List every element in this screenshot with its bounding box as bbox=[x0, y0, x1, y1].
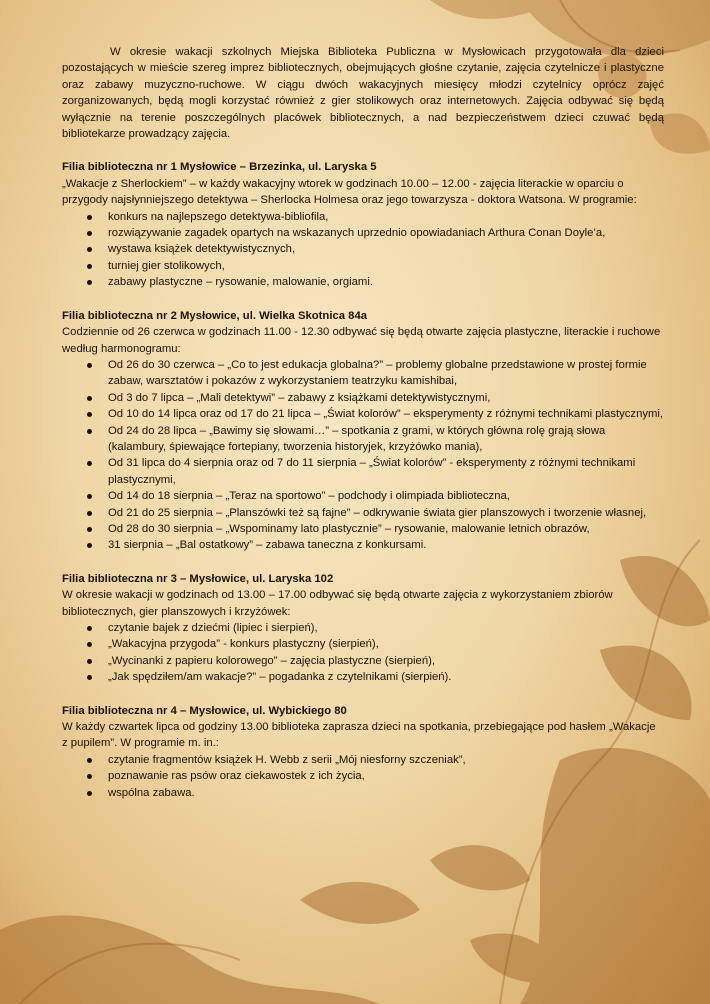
list-item: turniej gier stolikowych, bbox=[108, 258, 664, 274]
bullet-list bbox=[62, 209, 664, 291]
intro-paragraph: W okresie wakacji szkolnych Miejska Biblioteka Publiczna w Mysłowicach przygotowała dla dzieci pozostających w mieście szereg imprez bibliotecznych, obejmujących głośne czytanie, zajęcia czytelnicze i plastyczne oraz zabawy muzyczno-ruchowe. W ciągu dwóch wakacyjnych miesięcy młodzi czytelnicy oprócz zajęć zorganizowanych, będą mogli korzystać również z gier stolikowych oraz internetowych. Zajęcia odbywać się będą wyłącznie na terenie poszczególnych placówek bibliotecznych, a nad bezpieczeństwem dzieci czuwać będą bibliotekarze prowadzący zajęcia. bbox=[62, 46, 664, 141]
list-item: Od 24 do 28 lipca – „Bawimy się słowami…” – spotkania z grami, w których główna rolę grają słowa (kalambury, śpiewające fortepiany, tworzenia historyjek, krzyżówko mania), bbox=[108, 423, 664, 456]
list-item: Od 14 do 18 sierpnia – „Teraz na sportowo” – podchody i olimpiada biblioteczna, bbox=[108, 488, 664, 504]
list-item: „Jak spędziłem/am wakacje?” – pogadanka z czytelnikami (sierpień). bbox=[108, 669, 664, 685]
list-item: Od 28 do 30 sierpnia – „Wspominamy lato plastycznie” – rysowanie, malowanie letnich obrazów, bbox=[108, 521, 664, 537]
list-item: czytanie fragmentów książek H. Webb z serii „Mój niesforny szczeniak”, bbox=[108, 752, 664, 768]
list-item: Od 31 lipca do 4 sierpnia oraz od 7 do 11 sierpnia – „Świat kolorów” - eksperymenty z różnymi technikami plastycznymi, bbox=[108, 455, 664, 488]
bullet-list bbox=[62, 752, 664, 801]
list-item: Od 21 do 25 sierpnia – „Planszówki też są fajne” – odkrywanie świata gier planszowych i tworzenie własnej, bbox=[108, 505, 664, 521]
section-body: Codziennie od 26 czerwca w godzinach 11.00 - 12.30 odbywać się będą otwarte zajęcia plastyczne, literackie i ruchowe według harmonogramu: bbox=[62, 326, 661, 355]
list-item: poznawanie ras psów oraz ciekawostek z ich życia, bbox=[108, 768, 664, 784]
list-item: „Wakacyjna przygoda” - konkurs plastyczny (sierpień), bbox=[108, 636, 664, 652]
section-filia-1 bbox=[62, 159, 664, 290]
list-item: Od 3 do 7 lipca – „Mali detektywi” – zabawy z książkami detektywistycznymi, bbox=[108, 390, 664, 406]
list-item: wspólna zabawa. bbox=[108, 785, 664, 801]
section-filia-2 bbox=[62, 308, 664, 554]
section-heading: Filia biblioteczna nr 1 Mysłowice – Brzezinka, ul. Laryska 5 bbox=[62, 161, 377, 174]
list-item: „Wycinanki z papieru kolorowego” – zajęcia plastyczne (sierpień), bbox=[108, 653, 664, 669]
bullet-list bbox=[62, 357, 664, 554]
list-item: zabawy plastyczne – rysowanie, malowanie, orgiami. bbox=[108, 274, 664, 290]
document-page bbox=[62, 44, 664, 818]
list-item: Od 10 do 14 lipca oraz od 17 do 21 lipca – „Świat kolorów” – eksperymenty z różnymi technikami plastycznymi, bbox=[108, 406, 664, 422]
list-item: 31 sierpnia – „Bal ostatkowy” – zabawa taneczna z konkursami. bbox=[108, 537, 664, 553]
list-item: konkurs na najlepszego detektywa-bibliofila, bbox=[108, 209, 664, 225]
section-body: W okresie wakacji w godzinach od 13.00 – 17.00 odbywać się będą otwarte zajęcia z wykorzystaniem zbiorów bibliotecznych, gier planszowych i krzyżówek: bbox=[62, 589, 613, 618]
list-item: wystawa książek detektywistycznych, bbox=[108, 241, 664, 257]
section-body: „Wakacje z Sherlockiem” – w każdy wakacyjny wtorek w godzinach 10.00 – 12.00 - zajęcia literackie w oparciu o przygody najsłynniejszego detektywa – Sherlocka Holmesa oraz jego towarzysza - doktora Watsona. W programie: bbox=[62, 177, 637, 207]
bullet-list bbox=[62, 620, 664, 686]
section-heading: Filia biblioteczna nr 3 – Mysłowice, ul. Laryska 102 bbox=[62, 572, 334, 585]
section-filia-3 bbox=[62, 571, 664, 686]
list-item: Od 26 do 30 czerwca – „Co to jest edukacja globalna?” – problemy globalne przedstawione w prostej formie zabaw, warsztatów i pokazów z wykorzystaniem teatrzyku kamishibai, bbox=[108, 357, 664, 390]
list-item: rozwiązywanie zagadek opartych na wskazanych uprzednio opowiadaniach Arthura Conan Doyle’a, bbox=[108, 225, 664, 241]
list-item: czytanie bajek z dziećmi (lipiec i sierpień), bbox=[108, 620, 664, 636]
section-heading: Filia biblioteczna nr 4 – Mysłowice, ul. Wybickiego 80 bbox=[62, 704, 347, 717]
section-filia-4 bbox=[62, 703, 664, 801]
section-body: W każdy czwartek lipca od godziny 13.00 biblioteka zaprasza dzieci na spotkania, przebiegające pod hasłem „Wakacje z pupilem”. W programie m. in.: bbox=[62, 721, 656, 750]
section-heading: Filia biblioteczna nr 2 Mysłowice, ul. Wielka Skotnica 84a bbox=[62, 309, 368, 322]
